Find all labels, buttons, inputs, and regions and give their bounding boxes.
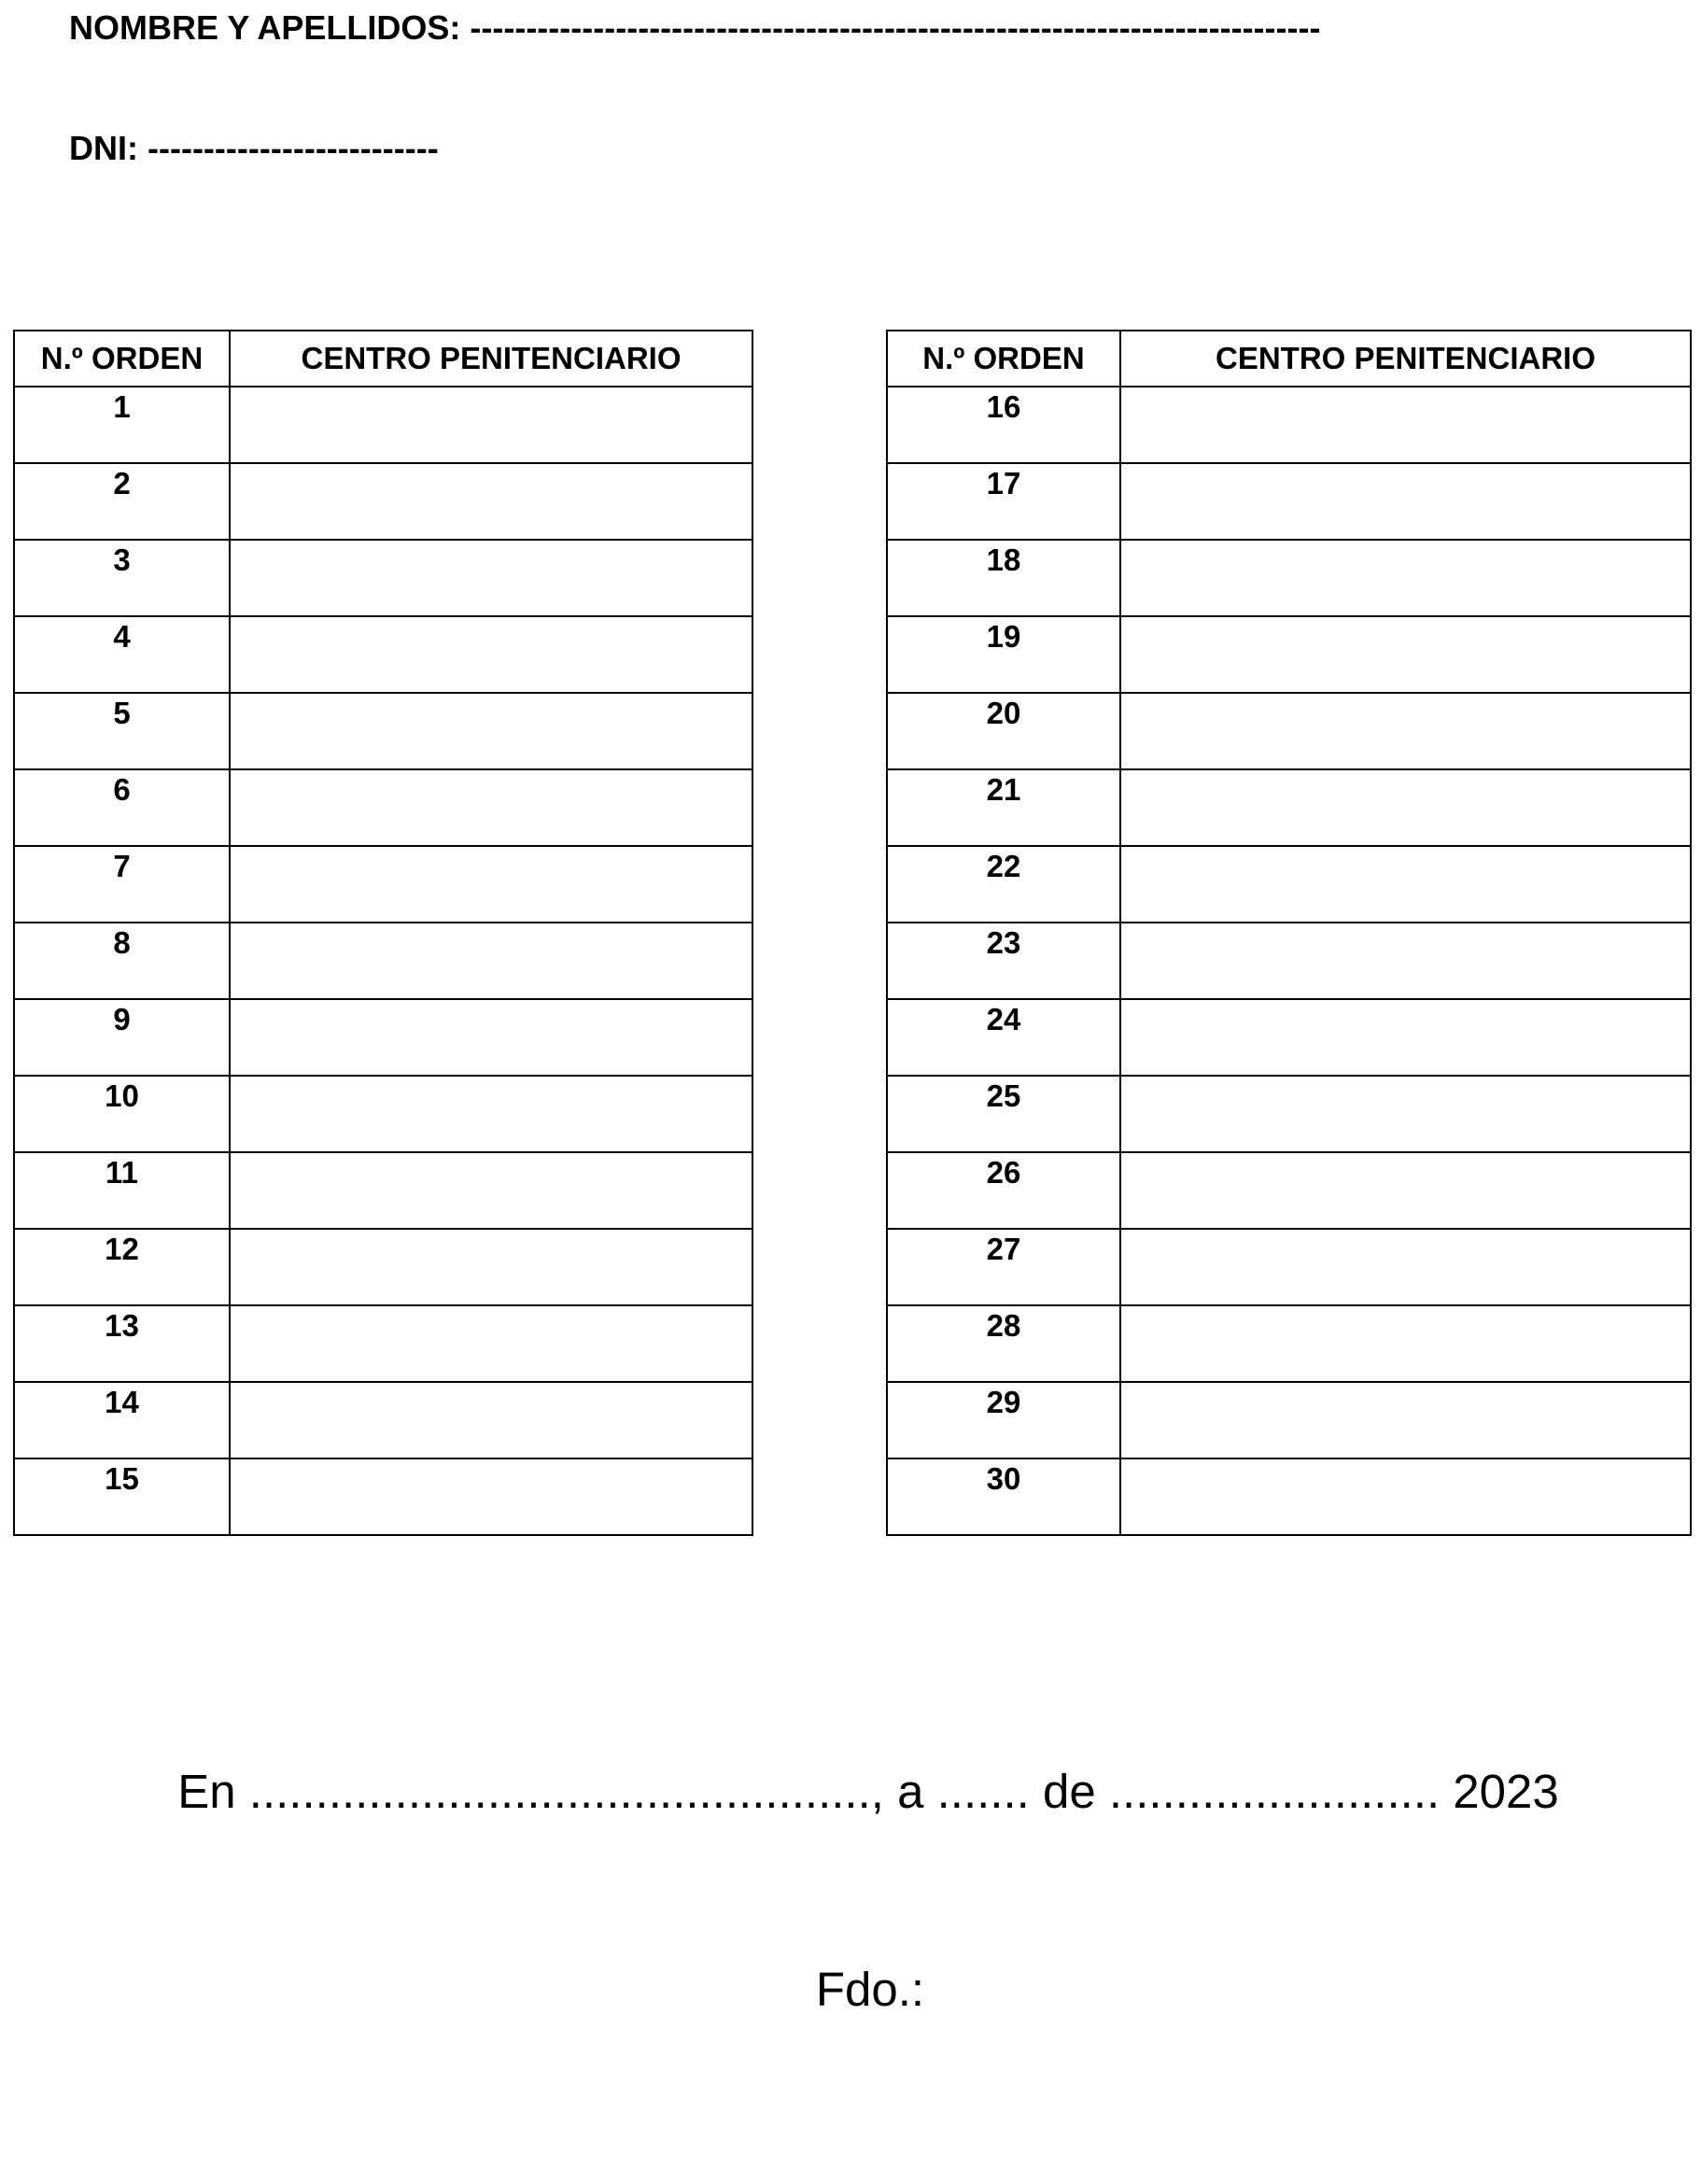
orden-number-cell: 7 xyxy=(14,846,230,923)
centro-cell[interactable] xyxy=(1120,1305,1691,1382)
orden-number-cell: 20 xyxy=(887,693,1120,769)
table-row xyxy=(887,1229,1691,1305)
orden-table-right xyxy=(886,330,1692,1536)
orden-number-cell: 4 xyxy=(14,616,230,693)
centro-cell[interactable] xyxy=(230,769,752,846)
table-row xyxy=(14,1305,752,1382)
orden-number-cell: 19 xyxy=(887,616,1120,693)
table-row xyxy=(887,693,1691,769)
table-row xyxy=(887,1076,1691,1152)
centro-cell[interactable] xyxy=(230,999,752,1076)
orden-number-cell: 1 xyxy=(14,387,230,463)
header-orden: N.º ORDEN xyxy=(887,331,1120,387)
orden-number-cell: 16 xyxy=(887,387,1120,463)
orden-number-cell: 18 xyxy=(887,540,1120,616)
table-row xyxy=(887,463,1691,540)
table-row xyxy=(887,999,1691,1076)
table-row xyxy=(14,1152,752,1229)
centro-cell[interactable] xyxy=(230,693,752,769)
table-header-row xyxy=(14,331,752,387)
table-row xyxy=(14,1382,752,1458)
header-centro: CENTRO PENITENCIARIO xyxy=(1120,331,1691,387)
table-row xyxy=(887,1458,1691,1535)
centro-cell[interactable] xyxy=(1120,463,1691,540)
table-row xyxy=(14,923,752,999)
table-row xyxy=(14,463,752,540)
orden-table-left xyxy=(13,330,753,1536)
centro-cell[interactable] xyxy=(1120,387,1691,463)
centro-cell[interactable] xyxy=(1120,923,1691,999)
orden-number-cell: 5 xyxy=(14,693,230,769)
orden-number-cell: 6 xyxy=(14,769,230,846)
orden-number-cell: 2 xyxy=(14,463,230,540)
centro-cell[interactable] xyxy=(1120,1076,1691,1152)
centro-cell[interactable] xyxy=(230,463,752,540)
orden-number-cell: 23 xyxy=(887,923,1120,999)
centro-cell[interactable] xyxy=(230,1305,752,1382)
orden-number-cell: 27 xyxy=(887,1229,1120,1305)
table-row xyxy=(887,540,1691,616)
orden-number-cell: 8 xyxy=(14,923,230,999)
centro-cell[interactable] xyxy=(230,923,752,999)
centro-cell[interactable] xyxy=(1120,769,1691,846)
table-body-left xyxy=(14,387,752,1535)
centro-cell[interactable] xyxy=(230,1382,752,1458)
orden-number-cell: 25 xyxy=(887,1076,1120,1152)
orden-number-cell: 17 xyxy=(887,463,1120,540)
place-date-line[interactable]: En ..............................................., a ....... de ......................... 2023 xyxy=(177,1765,1559,1818)
table-row xyxy=(14,1229,752,1305)
table-body-right xyxy=(887,387,1691,1535)
orden-number-cell: 13 xyxy=(14,1305,230,1382)
table-row xyxy=(887,387,1691,463)
centro-cell[interactable] xyxy=(230,1076,752,1152)
table-row xyxy=(14,387,752,463)
signature-label[interactable]: Fdo.: xyxy=(815,1963,925,2016)
centro-cell[interactable] xyxy=(1120,1458,1691,1535)
table-row xyxy=(14,1458,752,1535)
table-row xyxy=(887,769,1691,846)
centro-cell[interactable] xyxy=(1120,616,1691,693)
header-orden: N.º ORDEN xyxy=(14,331,230,387)
orden-number-cell: 29 xyxy=(887,1382,1120,1458)
name-field-label[interactable]: NOMBRE Y APELLIDOS: ---------------------------------------------------------------------------- xyxy=(69,8,1321,47)
dni-field-label[interactable]: DNI: -------------------------- xyxy=(69,129,439,167)
centro-cell[interactable] xyxy=(230,616,752,693)
orden-number-cell: 30 xyxy=(887,1458,1120,1535)
table-row xyxy=(14,999,752,1076)
table-row xyxy=(887,1305,1691,1382)
orden-number-cell: 11 xyxy=(14,1152,230,1229)
table-row xyxy=(14,1076,752,1152)
orden-number-cell: 28 xyxy=(887,1305,1120,1382)
centro-cell[interactable] xyxy=(1120,693,1691,769)
orden-number-cell: 24 xyxy=(887,999,1120,1076)
orden-number-cell: 10 xyxy=(14,1076,230,1152)
table-row xyxy=(14,616,752,693)
table-row xyxy=(887,1152,1691,1229)
table-row xyxy=(14,769,752,846)
centro-cell[interactable] xyxy=(230,387,752,463)
centro-cell[interactable] xyxy=(1120,999,1691,1076)
orden-number-cell: 14 xyxy=(14,1382,230,1458)
table-row xyxy=(14,846,752,923)
orden-number-cell: 22 xyxy=(887,846,1120,923)
centro-cell[interactable] xyxy=(1120,540,1691,616)
table-row xyxy=(14,693,752,769)
table-row xyxy=(887,923,1691,999)
table-row xyxy=(887,616,1691,693)
centro-cell[interactable] xyxy=(230,1152,752,1229)
orden-number-cell: 9 xyxy=(14,999,230,1076)
table-row xyxy=(887,1382,1691,1458)
orden-number-cell: 15 xyxy=(14,1458,230,1535)
table-row xyxy=(14,540,752,616)
orden-number-cell: 3 xyxy=(14,540,230,616)
centro-cell[interactable] xyxy=(1120,1382,1691,1458)
table-header-row xyxy=(887,331,1691,387)
centro-cell[interactable] xyxy=(230,846,752,923)
centro-cell[interactable] xyxy=(230,1458,752,1535)
header-centro: CENTRO PENITENCIARIO xyxy=(230,331,752,387)
centro-cell[interactable] xyxy=(230,1229,752,1305)
centro-cell[interactable] xyxy=(1120,1229,1691,1305)
orden-number-cell: 26 xyxy=(887,1152,1120,1229)
centro-cell[interactable] xyxy=(230,540,752,616)
orden-number-cell: 21 xyxy=(887,769,1120,846)
centro-cell[interactable] xyxy=(1120,1152,1691,1229)
table-row xyxy=(887,846,1691,923)
orden-number-cell: 12 xyxy=(14,1229,230,1305)
centro-cell[interactable] xyxy=(1120,846,1691,923)
